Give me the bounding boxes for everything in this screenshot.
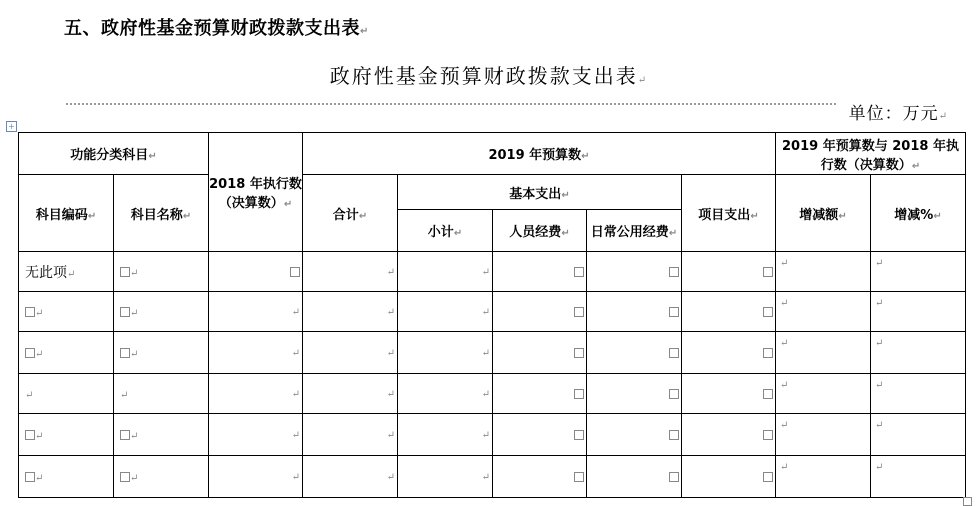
cell-compare[interactable]: ↵ (871, 414, 966, 456)
cell-value[interactable]: ↵ (209, 332, 303, 374)
table-body (19, 252, 966, 498)
cell-value[interactable] (682, 292, 776, 332)
cell-value[interactable] (587, 252, 682, 292)
cell-compare[interactable]: ↵ (871, 374, 966, 414)
header-project: 项目支出↵ (682, 175, 776, 252)
cell-value[interactable]: ↵ (209, 456, 303, 498)
unit-label: 单位：万元↵ (848, 104, 948, 124)
cell-value[interactable]: ↵ (209, 374, 303, 414)
cell-code-text: 无此项 (25, 264, 67, 281)
cell-value[interactable] (587, 456, 682, 498)
cell-value[interactable]: ↵ (398, 252, 493, 292)
header-basic: 基本支出↵ (398, 175, 682, 210)
cell-compare[interactable]: ↵ (871, 332, 966, 374)
header-total: 合计↵ (303, 175, 398, 252)
cell-value[interactable] (493, 252, 587, 292)
cell-compare[interactable]: ↵ (776, 252, 871, 292)
header-personnel: 人员经费↵ (493, 210, 587, 252)
header-name: 科目名称↵ (114, 175, 209, 252)
cell-value[interactable]: ↵ (303, 374, 398, 414)
cell-value[interactable]: ↵ (398, 292, 493, 332)
header-budget-2019: 2019 年预算数↵ (303, 133, 776, 175)
cell-compare[interactable]: ↵ (776, 332, 871, 374)
cell-value[interactable] (682, 414, 776, 456)
cell-value[interactable]: ↵ (398, 332, 493, 374)
cell-value[interactable]: ↵ (303, 252, 398, 292)
header-increase: 增减额↵ (776, 175, 871, 252)
cell-value[interactable] (493, 292, 587, 332)
table-row (19, 252, 966, 292)
cell-value[interactable]: ↵ (303, 456, 398, 498)
cell-code[interactable]: ↵ (19, 292, 114, 332)
header-row-1 (19, 133, 966, 175)
cell-value[interactable] (587, 332, 682, 374)
cell-code[interactable]: ↵ (19, 456, 114, 498)
cell-value[interactable]: ↵ (398, 414, 493, 456)
cell-value[interactable] (682, 374, 776, 414)
header-compare: 2019 年预算数与 2018 年执行数（决算数）↵ (776, 133, 966, 175)
cell-value[interactable] (493, 332, 587, 374)
table-move-handle-icon[interactable]: + (6, 121, 17, 132)
cell-value[interactable] (587, 292, 682, 332)
cell-name[interactable]: ↵ (114, 414, 209, 456)
cell-value[interactable]: ↵ (398, 374, 493, 414)
section-heading: 五、政府性基金预算财政拨款支出表↵ (64, 18, 369, 39)
header-subtotal: 小计↵ (398, 210, 493, 252)
cell-code[interactable]: 无此项↵ (19, 252, 114, 292)
cell-value[interactable] (493, 374, 587, 414)
cell-value[interactable] (682, 456, 776, 498)
expenditure-table (18, 132, 966, 498)
cell-value[interactable]: ↵ (209, 292, 303, 332)
cell-value[interactable] (209, 252, 303, 292)
table-title: 政府性基金预算财政拨款支出表↵ (329, 64, 649, 88)
cell-value[interactable]: ↵ (209, 414, 303, 456)
cell-compare[interactable]: ↵ (871, 292, 966, 332)
table-row (19, 456, 966, 498)
cell-value[interactable]: ↵ (303, 332, 398, 374)
cell-compare[interactable]: ↵ (776, 456, 871, 498)
cell-name[interactable]: ↵ (114, 332, 209, 374)
header-increase-pct: 增减%↵ (871, 175, 966, 252)
table-row (19, 332, 966, 374)
dotted-leader (66, 103, 836, 107)
header-exec-2018: 2018 年执行数（决算数）↵ (209, 133, 303, 252)
cell-compare[interactable]: ↵ (776, 414, 871, 456)
header-daily: 日常公用经费↵ (587, 210, 682, 252)
cell-value[interactable]: ↵ (398, 456, 493, 498)
cell-compare[interactable]: ↵ (871, 252, 966, 292)
header-code: 科目编码↵ (19, 175, 114, 252)
cell-name[interactable]: ↵ (114, 292, 209, 332)
table-row (19, 292, 966, 332)
table-row (19, 374, 966, 414)
cell-code[interactable]: ↵ (19, 414, 114, 456)
table-row (19, 414, 966, 456)
cell-name[interactable]: ↵ (114, 456, 209, 498)
cell-value[interactable] (493, 456, 587, 498)
cell-value[interactable]: ↵ (303, 414, 398, 456)
cell-value[interactable] (493, 414, 587, 456)
cell-name[interactable]: ↵ (114, 252, 209, 292)
header-row-2 (19, 175, 966, 210)
cell-code[interactable]: ↵ (19, 332, 114, 374)
cell-value[interactable] (587, 374, 682, 414)
cell-compare[interactable]: ↵ (776, 292, 871, 332)
cell-compare[interactable]: ↵ (776, 374, 871, 414)
header-func-class: 功能分类科目↵ (19, 133, 209, 175)
cell-value[interactable] (682, 332, 776, 374)
cell-code[interactable]: ↵ (19, 374, 114, 414)
cell-value[interactable] (587, 414, 682, 456)
cell-value[interactable]: ↵ (303, 292, 398, 332)
cell-value[interactable] (682, 252, 776, 292)
cell-name[interactable]: ↵ (114, 374, 209, 414)
cell-compare[interactable]: ↵ (871, 456, 966, 498)
